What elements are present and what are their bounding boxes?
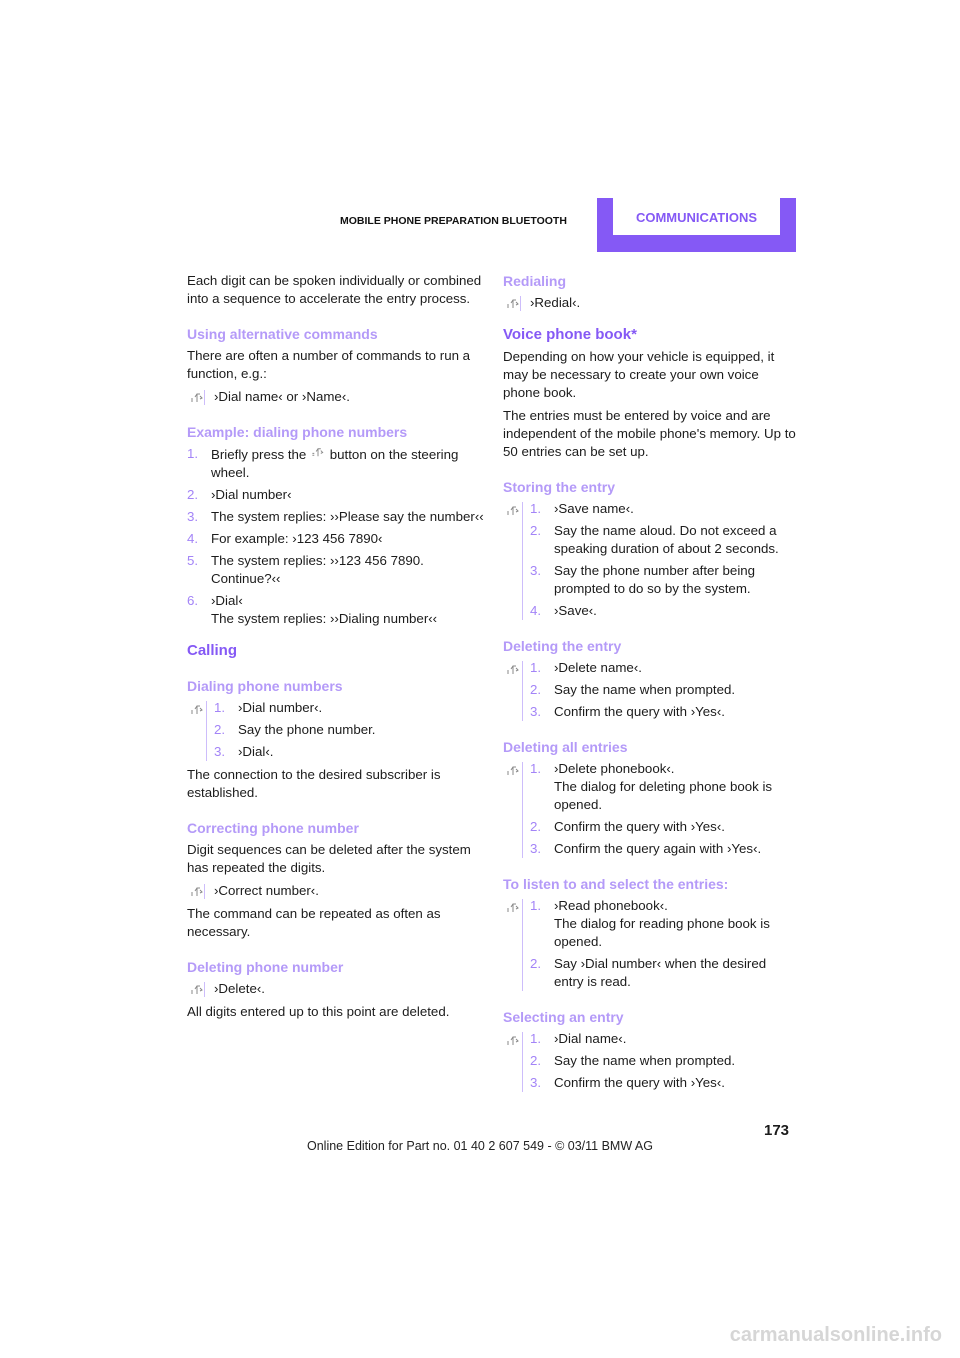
watermark: carmanualsonline.info: [729, 1324, 942, 1346]
step-text: Say the phone number after being prompted to do so by the system.: [554, 563, 756, 596]
voice-icon: [189, 884, 205, 899]
step-number: 6.: [187, 593, 199, 608]
step-text: ›Dial name‹.: [554, 1031, 627, 1046]
step-number: 2.: [530, 1053, 542, 1068]
section-title: MOBILE PHONE PREPARATION BLUETOOTH: [340, 215, 567, 227]
voice-icon: [505, 662, 521, 677]
voice-icon: [189, 702, 205, 717]
step: [530, 1030, 798, 1048]
step-number: 5.: [187, 553, 199, 568]
heading-calling: Calling: [187, 642, 238, 659]
left-column: [187, 272, 487, 1026]
page-number: 173: [764, 1122, 790, 1139]
step: [187, 508, 487, 526]
step-number: 1.: [530, 660, 542, 675]
heading-deleting-number: Deleting phone number: [187, 959, 344, 975]
voice-icon: [505, 900, 521, 915]
step: [187, 530, 487, 548]
step: [187, 445, 487, 482]
voice-icon: [505, 503, 521, 518]
step-text: Confirm the query with ›Yes‹.: [554, 819, 725, 834]
example-steps: [187, 445, 487, 628]
correct-text-2: The command can be repeated as often as necessary.: [187, 906, 441, 939]
step-text: Briefly press the: [211, 447, 307, 462]
listen-steps: [503, 897, 798, 991]
step: [530, 1052, 798, 1070]
step-number: 3.: [530, 704, 542, 719]
step-number: 1.: [530, 761, 542, 776]
intro-text: Each digit can be spoken individually or combined into a sequence to accelerate the entry process.: [187, 273, 482, 306]
step-number: 4.: [530, 603, 542, 618]
step: [530, 897, 798, 951]
heading-example: Example: dialing phone numbers: [187, 424, 408, 440]
step: [530, 500, 798, 518]
storing-steps: [503, 500, 798, 620]
footer-edition: Online Edition for Part no. 01 40 2 607 549 - © 03/11 BMW AG: [307, 1139, 653, 1153]
command-text: ›Correct number‹.: [214, 883, 319, 898]
correct-text: Digit sequences can be deleted after the system has repeated the digits.: [187, 842, 471, 875]
chapter-tab-label: COMMUNICATIONS: [613, 198, 780, 235]
step-text: Say the name when prompted.: [554, 682, 736, 697]
heading-redialing: Redialing: [503, 273, 567, 289]
step: [530, 522, 798, 558]
step: [187, 592, 487, 628]
step: [214, 699, 487, 717]
step-text: Say the phone number.: [238, 722, 376, 737]
step: [530, 602, 798, 620]
step-text: ›Delete phonebook‹.: [554, 761, 675, 776]
step-number: 1.: [530, 1031, 542, 1046]
voice-icon: [505, 296, 521, 311]
heading-voice-phone-book: Voice phone book*: [503, 326, 637, 343]
heading-storing: Storing the entry: [503, 479, 616, 495]
step: [530, 659, 798, 677]
command-text: ›Dial name‹ or ›Name‹.: [214, 389, 350, 404]
step-text: The dialog for deleting phone book is opened.: [554, 779, 773, 812]
command-text: ›Redial‹.: [530, 295, 581, 310]
step-number: 2.: [187, 487, 199, 502]
step: [530, 840, 798, 858]
step-text: Say the name when prompted.: [554, 1053, 736, 1068]
heading-alt-commands: Using alternative commands: [187, 326, 378, 342]
voice-icon: [189, 390, 205, 405]
step-text: The dialog for reading phone book is opened.: [554, 916, 770, 949]
heading-dialing: Dialing phone numbers: [187, 678, 343, 694]
step-text: button on the steering wheel.: [211, 447, 459, 480]
dialing-text: The connection to the desired subscriber is established.: [187, 767, 441, 800]
step: [187, 486, 487, 504]
step: [530, 681, 798, 699]
step-text: ›Read phonebook‹.: [554, 898, 668, 913]
step: [214, 743, 487, 761]
step: [530, 818, 798, 836]
deleting-steps: [503, 659, 798, 721]
step-number: 1.: [187, 446, 199, 461]
step-text: ›Save‹.: [554, 603, 597, 618]
heading-listen: To listen to and select the entries:: [503, 876, 729, 892]
step-number: 2.: [530, 682, 542, 697]
step-number: 3.: [187, 509, 199, 524]
step-text: ›Dial number‹.: [238, 700, 323, 715]
step: [530, 955, 798, 991]
step-number: 2.: [530, 956, 542, 971]
step: [187, 552, 487, 588]
command-text: ›Delete‹.: [214, 981, 265, 996]
step-number: 1.: [214, 700, 226, 715]
delete-text: All digits entered up to this point are deleted.: [187, 1004, 450, 1019]
step-text: Say the name aloud. Do not exceed a speaking duration of about 2 seconds.: [554, 523, 779, 556]
voice-icon: [505, 763, 521, 778]
step-text: Confirm the query with ›Yes‹.: [554, 1075, 725, 1090]
step: [530, 760, 798, 814]
step-number: 1.: [530, 898, 542, 913]
vpb-text: Depending on how your vehicle is equipped, it may be necessary to create your own voice phone book.: [503, 349, 775, 400]
step-number: 3.: [530, 563, 542, 578]
step-text: Say ›Dial number‹ when the desired entry is read.: [554, 956, 767, 989]
step-text: Confirm the query with ›Yes‹.: [554, 704, 725, 719]
voice-icon: [310, 445, 326, 459]
step-text: ›Dial number‹: [211, 487, 292, 502]
step-number: 1.: [530, 501, 542, 516]
vpb-text-2: The entries must be entered by voice and are independent of the mobile phone's memory. Up to 50 entries can be set up.: [503, 408, 796, 459]
right-column: [503, 272, 798, 1097]
step-text: ›Delete name‹.: [554, 660, 642, 675]
step: [530, 1074, 798, 1092]
step-text: The system replies: ››123 456 7890. Continue?‹‹: [211, 553, 424, 586]
step: [530, 703, 798, 721]
voice-command: [503, 294, 798, 312]
step-text: ›Dial‹: [211, 593, 243, 608]
step-number: 3.: [530, 1075, 542, 1090]
step-number: 4.: [187, 531, 199, 546]
step-number: 3.: [530, 841, 542, 856]
heading-deleting-all: Deleting all entries: [503, 739, 628, 755]
step-text: For example: ›123 456 7890‹: [211, 531, 383, 546]
voice-command: [187, 882, 487, 900]
step-text: Confirm the query again with ›Yes‹.: [554, 841, 762, 856]
step-text: The system replies: ››Please say the number‹‹: [211, 509, 484, 524]
heading-deleting-entry: Deleting the entry: [503, 638, 622, 654]
step-number: 3.: [214, 744, 226, 759]
voice-command: [187, 980, 487, 998]
step-text: ›Dial‹.: [238, 744, 274, 759]
alt-text: There are often a number of commands to run a function, e.g.:: [187, 348, 471, 381]
heading-correcting: Correcting phone number: [187, 820, 359, 836]
voice-icon: [189, 982, 205, 997]
delete-all-steps: [503, 760, 798, 858]
dialing-steps: [187, 699, 487, 761]
step: [530, 562, 798, 598]
voice-command: [187, 388, 487, 406]
voice-icon: [505, 1033, 521, 1048]
step-number: 2.: [530, 819, 542, 834]
step-number: 2.: [214, 722, 226, 737]
step: [214, 721, 487, 739]
chapter-tab: [597, 198, 796, 252]
heading-selecting: Selecting an entry: [503, 1009, 624, 1025]
step-number: 2.: [530, 523, 542, 538]
step-text: ›Save name‹.: [554, 501, 634, 516]
select-steps: [503, 1030, 798, 1092]
step-text: The system replies: ››Dialing number‹‹: [211, 611, 438, 626]
